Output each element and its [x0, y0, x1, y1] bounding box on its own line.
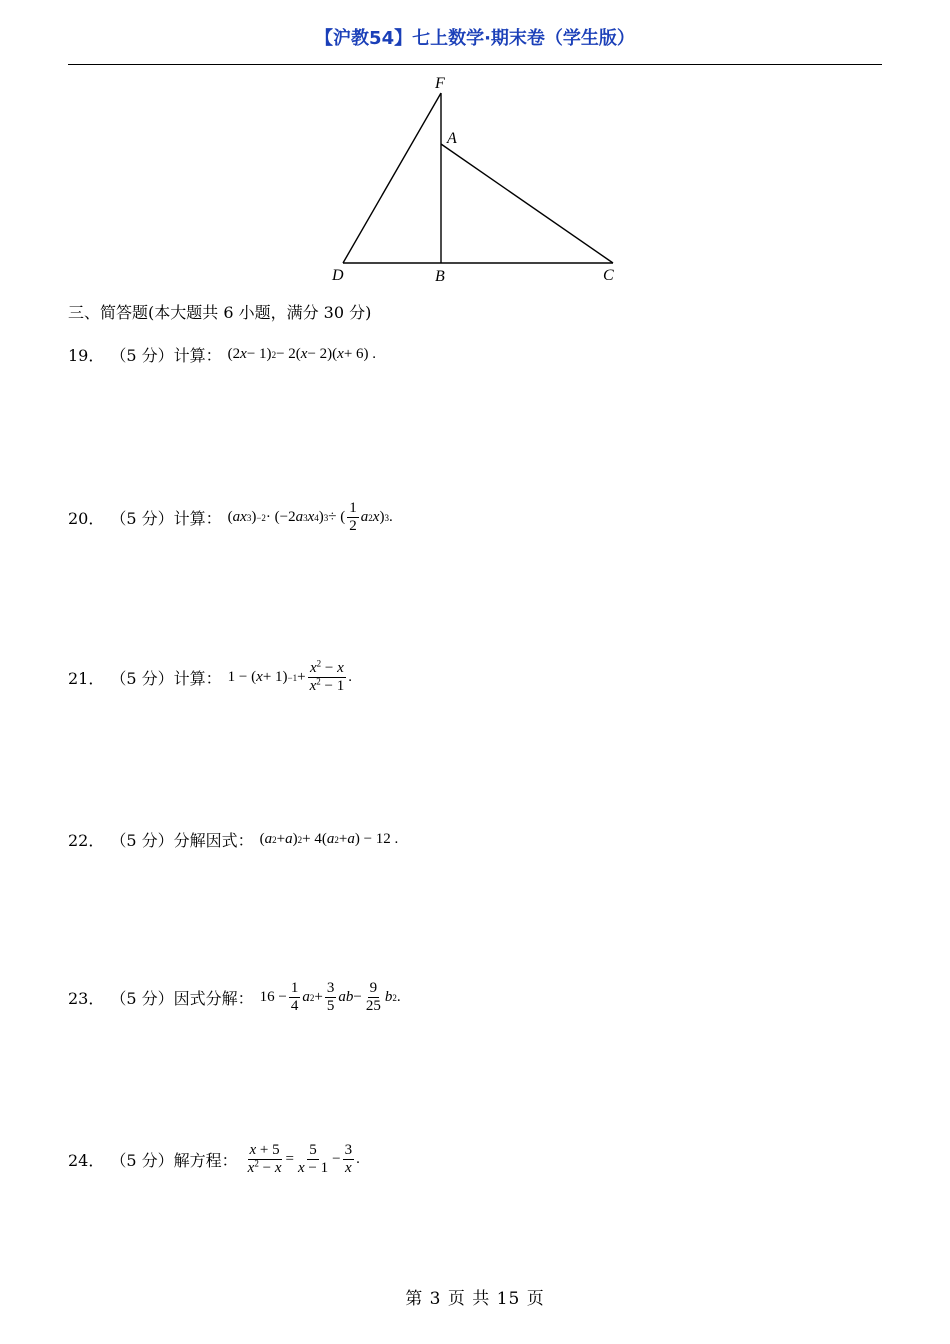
question-21 [68, 660, 352, 696]
question-24 [68, 1142, 360, 1178]
label-C: C [603, 267, 614, 284]
question-number: 24． [68, 1151, 105, 1171]
question-points: （5 分） [110, 669, 174, 689]
page-footer: 第 3 页 共 15 页 [405, 1289, 545, 1309]
question-20 [68, 500, 393, 536]
page-header-title: 【沪教54】七上数学·期末卷（学生版） [315, 28, 635, 49]
label-B: B [435, 268, 445, 285]
question-points: （5 分） [110, 989, 174, 1009]
question-22 [68, 828, 398, 851]
question-formula: $\frac{x + 5}{x^2 - x}$ = $\frac{5}{x - 1}$ − $\frac{3}{x}$ . [247, 1142, 360, 1177]
label-A: A [447, 130, 457, 147]
question-number: 21． [68, 669, 105, 689]
segment-AC [441, 144, 613, 263]
segment-DF [343, 93, 441, 263]
question-number: 23． [68, 989, 105, 1009]
question-label: 因式分解： [173, 989, 254, 1009]
question-points: （5 分） [110, 346, 174, 365]
header-divider [68, 64, 882, 65]
question-points: （5 分） [110, 1151, 174, 1171]
question-19 [68, 343, 376, 366]
question-formula: ( a 2 + a ) 2 + 4( a 2 + a ) − 12 . [259, 831, 399, 847]
question-label: 计算： [173, 509, 222, 529]
geometry-figure [320, 70, 640, 290]
question-number: 20． [68, 509, 105, 529]
question-number: 22． [68, 831, 105, 850]
question-23 [68, 980, 401, 1016]
question-label: 分解因式： [173, 831, 254, 850]
question-points: （5 分） [110, 831, 174, 850]
question-formula: 16 − $\frac{1}{4}$ a 2 + $\frac{3}{5}$ ab − $\frac{9}{25}$ b 2 . [259, 980, 401, 1015]
question-label: 计算： [173, 669, 222, 689]
label-F: F [435, 75, 445, 92]
question-formula: 1 − ( x + 1) −1 + $\frac{x^2 - x}{x^2 - 1}$ . [227, 658, 352, 695]
question-formula: (2 x − 1) 2 − 2( x − 2)( x + 6) . [227, 346, 377, 362]
question-number: 19． [68, 346, 105, 365]
question-label: 解方程： [173, 1151, 238, 1171]
section-title: 三、简答题(本大题共 6 小题，满分 30 分) [68, 303, 372, 322]
label-D: D [332, 267, 344, 284]
question-points: （5 分） [110, 509, 174, 529]
question-formula: ( ax 3 ) −2 · (−2 a 3 x 4 ) 3 ÷ ( $\frac{1}{2}$ a 2 x ) 3 . [227, 500, 393, 535]
question-label: 计算： [173, 346, 222, 365]
